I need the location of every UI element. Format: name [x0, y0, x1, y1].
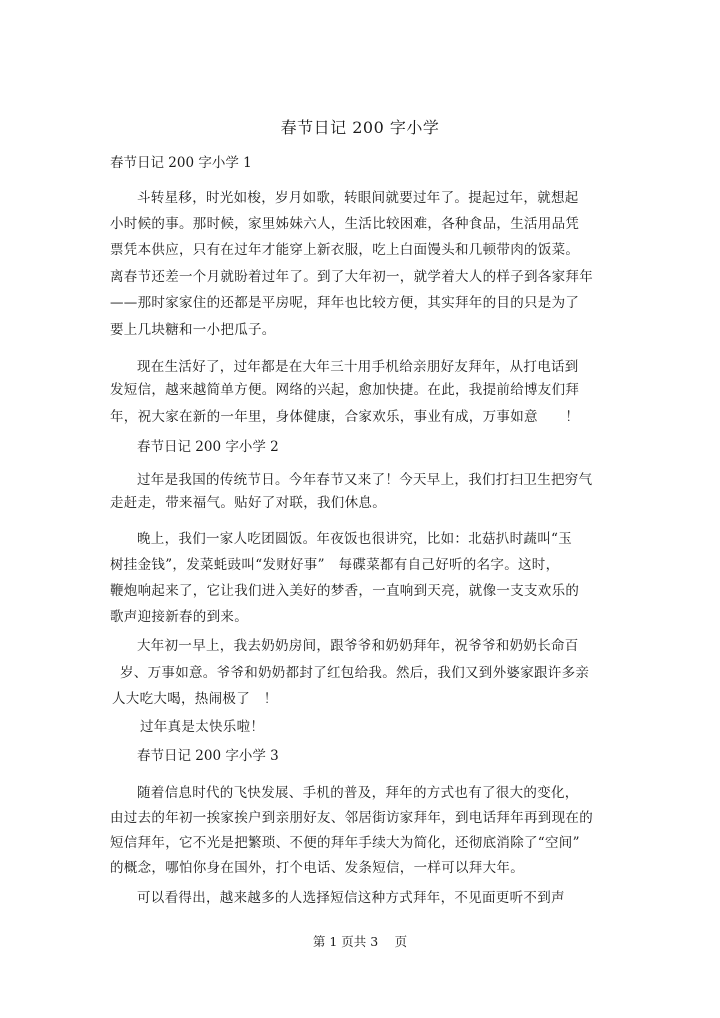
section-heading-3: 春节日记 200 字小学 3: [137, 748, 279, 764]
paragraph-line: 晚上，我们一家人吃团圆饭。年夜饭也很讲究，比如：北菇扒时蔬叫“玉: [137, 531, 573, 547]
paragraph-line: 人大吃大喝，热闹极了 ！: [112, 691, 278, 707]
section-heading-1: 春节日记 200 字小学 1: [110, 155, 252, 171]
paragraph-line: 大年初一早上，我去奶奶房间，跟爷爷和奶奶拜年，祝爷爷和奶奶长命百: [137, 638, 579, 654]
paragraph-line: 走赶走，带来福气。贴好了对联，我们休息。: [110, 495, 386, 511]
paragraph-line: 斗转星移，时光如梭，岁月如歌，转眼间就要过年了。提起过年，就想起: [137, 190, 579, 206]
paragraph-line: 发短信，越来越简单方便。网络的兴起，愈加快捷。在此，我提前给博友们拜: [110, 382, 580, 398]
document-title: 春节日记 200 字小学: [280, 118, 440, 137]
paragraph-line: 票凭本供应，只有在过年才能穿上新衣服，吃上白面馒头和几顿带肉的饭菜。: [110, 242, 580, 258]
paragraph-line: 小时候的事。那时候，家里姊妹六人，生活比较困难，各种食品，生活用品凭: [110, 216, 580, 232]
paragraph-line: 年，祝大家在新的一年里，身体健康，合家欢乐，事业有成，万事如意 ！: [110, 409, 580, 425]
paragraph-line: 鞭炮响起来了，它让我们进入美好的梦香，一直响到天亮，就像一支支欢乐的: [110, 583, 580, 599]
page-footer: 第 1 页共 3 页: [312, 934, 408, 949]
paragraph-line: ——那时家家住的还都是平房呢，拜年也比较方便，其实拜年的目的只是为了: [110, 295, 580, 311]
paragraph-line: 岁、万事如意。爷爷和奶奶都封了红包给我。然后，我们又到外婆家跟许多亲: [120, 665, 590, 681]
paragraph-line: 过年真是太快乐啦！: [140, 719, 265, 735]
section-heading-2: 春节日记 200 字小学 2: [137, 439, 279, 455]
paragraph-line: 现在生活好了，过年都是在大年三十用手机给亲朋好友拜年，从打电话到: [137, 359, 579, 375]
paragraph-line: 离春节还差一个月就盼着过年了。到了大年初一，就学着大人的样子到各家拜年: [110, 269, 593, 285]
paragraph-line: 歌声迎接新春的到来。: [110, 609, 248, 625]
paragraph-line: 过年是我国的传统节日。今年春节又来了！今天早上，我们打扫卫生把穷气: [137, 472, 593, 488]
paragraph-line: 要上几块糖和一小把瓜子。: [110, 322, 276, 338]
paragraph-line: 树挂金钱”，发菜蚝豉叫“发财好事” 每碟菜都有自己好听的名字。这时，: [110, 557, 560, 573]
paragraph-line: 短信拜年，它不光是把繁琐、不便的拜年手续大为简化，还彻底消除了“空间”: [110, 835, 580, 851]
paragraph-line: 可以看得出，越来越多的人选择短信这种方式拜年，不见面更听不到声: [137, 890, 565, 906]
paragraph-line: 随着信息时代的飞快发展、手机的普及，拜年的方式也有了很大的变化，: [137, 785, 579, 801]
paragraph-line: 由过去的年初一挨家挨户到亲朋好友、邻居街访家拜年，到电话拜年再到现在的: [110, 810, 593, 826]
paragraph-line: 的概念，哪怕你身在国外，打个电话、发条短信，一样可以拜大年。: [110, 860, 524, 876]
